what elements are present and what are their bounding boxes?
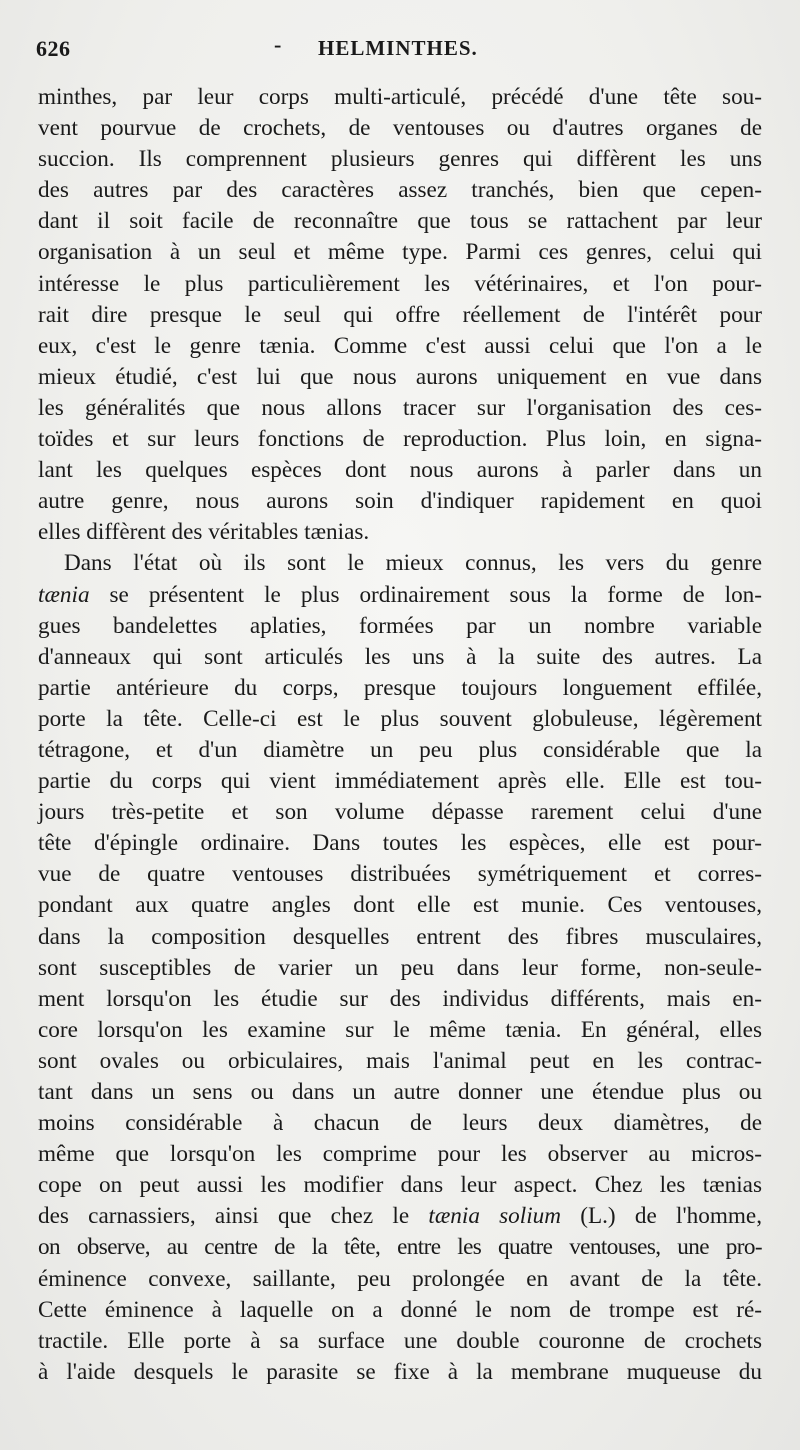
text-line: vue de quatre ventouses distribuées symétriquement et corres-	[38, 861, 762, 888]
text-line: pondant aux quatre angles dont elle est munie. Ces ventouses,	[38, 892, 762, 919]
text-line: partie antérieure du corps, presque toujours longuement effilée,	[38, 674, 762, 701]
text-line: jours très-petite et son volume dépasse rarement celui d'une	[38, 799, 762, 826]
line-after: (L.) de l'homme,	[561, 1203, 762, 1230]
page-number: 626	[36, 36, 71, 61]
text-line: les généralités que nous allons tracer sur l'organisation des ces-	[38, 394, 762, 421]
text-line: eux, c'est le genre tænia. Comme c'est aussi celui que l'on a le	[38, 332, 762, 359]
text-line: cope on peut aussi les modifier dans leur aspect. Chez les tænias	[38, 1172, 762, 1199]
text-line: partie du corps qui vient immédiatement après elle. Elle est tou-	[38, 768, 762, 795]
paragraph-start-line: Dans l'état où ils sont le mieux connus, les vers du genre	[64, 550, 762, 577]
text-line: organisation à un seul et même type. Parmi ces genres, celui qui	[38, 239, 762, 266]
text-line-with-italic	[38, 580, 762, 611]
text-line-with-italic	[38, 1201, 762, 1232]
text-line: moins considérable à chacun de leurs deux diamètres, de	[38, 1110, 762, 1137]
text-line: des autres par des caractères assez tranchés, bien que cepen-	[38, 177, 762, 204]
text-line: à l'aide desquels le parasite se fixe à la membrane muqueuse du	[38, 1358, 762, 1385]
text-line: même que lorsqu'on les comprime pour les observer au micros-	[38, 1141, 762, 1168]
text-line: Cette éminence à laquelle on a donné le nom de trompe est ré-	[38, 1296, 762, 1323]
text-line: autre genre, nous aurons soin d'indiquer rapidement en quoi	[38, 488, 762, 515]
header-dash: -	[274, 32, 282, 57]
text-line: tant dans un sens ou dans un autre donner une étendue plus ou	[38, 1079, 762, 1105]
paragraph-end-line: elles diffèrent des véritables tænias.	[38, 519, 370, 546]
line-before: des carnassiers, ainsi que chez le	[38, 1203, 429, 1230]
running-title: HELMINTHES.	[318, 36, 478, 60]
text-line: dans la composition desquelles entrent des fibres musculaires,	[38, 923, 762, 950]
text-line: tétragone, et d'un diamètre un peu plus considérable que la	[38, 736, 762, 763]
text-line: tractile. Elle porte à sa surface une double couronne de crochets	[38, 1327, 762, 1354]
line-rest: se présentent le plus ordinairement sous la forme de lon-	[89, 581, 762, 608]
text-line: gues bandelettes aplaties, formées par un nombre variable	[38, 612, 762, 639]
text-line: sont ovales ou orbiculaires, mais l'animal peut en les contrac-	[38, 1047, 762, 1074]
page-header	[36, 30, 766, 70]
body-text	[38, 82, 762, 1388]
text-line: toïdes et sur leurs fonctions de reproduction. Plus loin, en signa-	[38, 426, 762, 453]
text-line: d'anneaux qui sont articulés les uns à la suite des autres. La	[38, 643, 762, 670]
text-line: succion. Ils comprennent plusieurs genres qui diffèrent les uns	[38, 146, 762, 173]
text-line: tête d'épingle ordinaire. Dans toutes les espèces, elle est pour-	[38, 830, 762, 857]
text-line: minthes, par leur corps multi-articulé, précédé d'une tête sou-	[38, 84, 762, 110]
text-line: éminence convexe, saillante, peu prolongée en avant de la tête.	[38, 1265, 762, 1292]
text-line: porte la tête. Celle-ci est le plus souvent globuleuse, légèrement	[38, 705, 762, 732]
text-line: intéresse le plus particulièrement les vétérinaires, et l'on pour-	[38, 270, 762, 297]
text-line: lant les quelques espèces dont nous aurons à parler dans un	[38, 457, 762, 484]
text-line: dant il soit facile de reconnaître que tous se rattachent par leur	[38, 208, 762, 235]
text-line: core lorsqu'on les examine sur le même tænia. En général, elles	[38, 1016, 762, 1043]
italic-term: tænia	[38, 581, 90, 608]
italic-species-name: tænia solium	[428, 1203, 561, 1230]
text-line: on observe, au centre de la tête, entre les quatre ventouses, une pro-	[38, 1234, 762, 1261]
text-line: mieux étudié, c'est lui que nous aurons uniquement en vue dans	[38, 363, 762, 390]
text-line: sont susceptibles de varier un peu dans leur forme, non-seule-	[38, 954, 762, 981]
text-line: vent pourvue de crochets, de ventouses ou d'autres organes de	[38, 115, 762, 142]
text-line: ment lorsqu'on les étudie sur des individus différents, mais en-	[38, 985, 762, 1012]
text-line: rait dire presque le seul qui offre réellement de l'intérêt pour	[38, 301, 762, 328]
